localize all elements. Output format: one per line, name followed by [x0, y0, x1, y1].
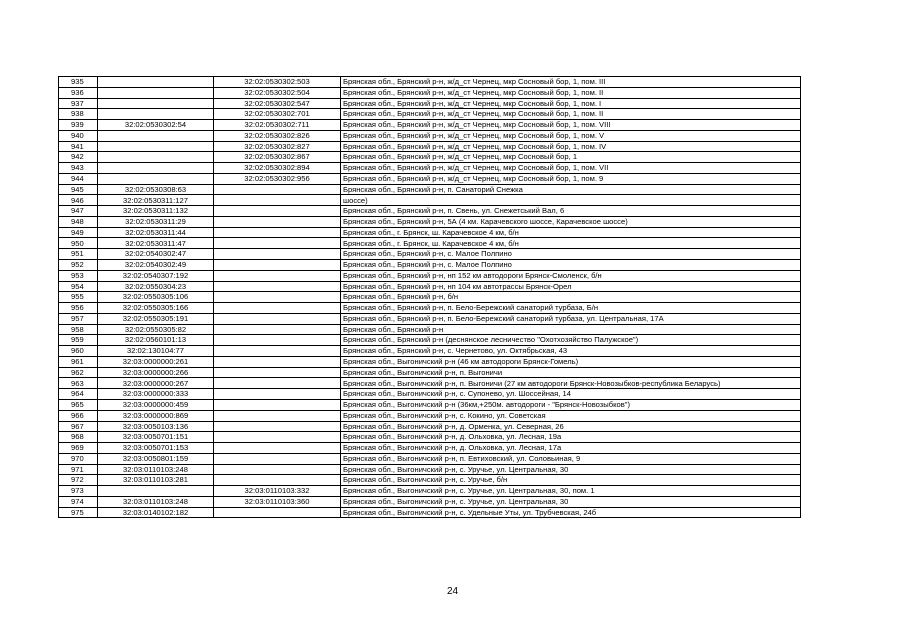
address-cell: Брянская обл., Выгоничский р-н, с. Уручье, ул. Центральная, 30, пом. 1	[341, 486, 801, 497]
row-number-cell: 948	[59, 216, 98, 227]
address-cell: Брянская обл., Выгоничский р-н, с. Кокино, ул. Советская	[341, 410, 801, 421]
row-number-cell: 971	[59, 464, 98, 475]
object-cadastral-number-cell	[214, 475, 341, 486]
object-cadastral-number-cell	[214, 443, 341, 454]
address-cell: Брянская обл., Брянский р-н, ж/д_ст Чернец, мкр Сосновый бор, 1, пом. II	[341, 87, 801, 98]
object-cadastral-number-cell	[214, 464, 341, 475]
parcel-cadastral-number-cell: 32:02:0540302:49	[98, 260, 214, 271]
parcel-cadastral-number-cell: 32:02:0530311:29	[98, 216, 214, 227]
object-cadastral-number-cell: 32:02:0530302:503	[214, 77, 341, 88]
address-cell: Брянская обл., Брянский р-н, ж/д_ст Чернец, мкр Сосновый бор, 1, пом. 9	[341, 173, 801, 184]
table-row	[59, 313, 801, 324]
parcel-cadastral-number-cell: 32:02:0540307:192	[98, 270, 214, 281]
object-cadastral-number-cell: 32:03:0110103:360	[214, 496, 341, 507]
table-row	[59, 378, 801, 389]
parcel-cadastral-number-cell: 32:03:0000000:267	[98, 378, 214, 389]
row-number-cell: 955	[59, 292, 98, 303]
table-row	[59, 270, 801, 281]
table-row	[59, 367, 801, 378]
address-cell: Брянская обл., Брянский р-н, ж/д_ст Чернец, мкр Сосновый бор, 1, пом. III	[341, 77, 801, 88]
row-number-cell: 974	[59, 496, 98, 507]
parcel-cadastral-number-cell: 32:03:0000000:459	[98, 399, 214, 410]
row-number-cell: 961	[59, 356, 98, 367]
table-row	[59, 496, 801, 507]
table-row	[59, 195, 801, 206]
table-row	[59, 303, 801, 314]
row-number-cell: 941	[59, 141, 98, 152]
row-number-cell: 942	[59, 152, 98, 163]
address-cell: Брянская обл., Брянский р-н, п. Бело-Бережский санаторий турбаза, ул. Центральная, 17А	[341, 313, 801, 324]
parcel-cadastral-number-cell: 32:02:0560101:13	[98, 335, 214, 346]
table-row	[59, 324, 801, 335]
object-cadastral-number-cell: 32:02:0530302:956	[214, 173, 341, 184]
address-cell: Брянская обл., Выгоничский р-н (36км,+250м. автодороги - "Брянск-Новозыбков")	[341, 399, 801, 410]
table-row	[59, 281, 801, 292]
row-number-cell: 950	[59, 238, 98, 249]
parcel-cadastral-number-cell: 32:02:0530308:63	[98, 184, 214, 195]
address-cell: шоссе)	[341, 195, 801, 206]
table-row	[59, 184, 801, 195]
parcel-cadastral-number-cell: 32:02:130104:77	[98, 346, 214, 357]
table-row	[59, 98, 801, 109]
object-cadastral-number-cell	[214, 238, 341, 249]
address-cell: Брянская обл., Выгоничский р-н, с. Уручье, ул. Центральная, 30	[341, 464, 801, 475]
row-number-cell: 958	[59, 324, 98, 335]
table-row	[59, 109, 801, 120]
parcel-cadastral-number-cell: 32:03:0000000:266	[98, 367, 214, 378]
object-cadastral-number-cell: 32:02:0530302:547	[214, 98, 341, 109]
address-cell: Брянская обл., г. Брянск, ш. Карачевское 4 км, б/н	[341, 238, 801, 249]
object-cadastral-number-cell	[214, 324, 341, 335]
object-cadastral-number-cell	[214, 335, 341, 346]
parcel-cadastral-number-cell	[98, 152, 214, 163]
row-number-cell: 963	[59, 378, 98, 389]
table-row	[59, 410, 801, 421]
address-cell: Брянская обл., г. Брянск, ш. Карачевское 4 км, б/н	[341, 227, 801, 238]
parcel-cadastral-number-cell: 32:03:0110103:281	[98, 475, 214, 486]
row-number-cell: 947	[59, 206, 98, 217]
table-row	[59, 163, 801, 174]
object-cadastral-number-cell: 32:02:0530302:504	[214, 87, 341, 98]
address-cell: Брянская обл., Брянский р-н, ж/д_ст Чернец, мкр Сосновый бор, 1, пом. II	[341, 109, 801, 120]
table-row	[59, 421, 801, 432]
address-cell: Брянская обл., Выгоничский р-н, д. Орменка, ул. Северная, 26	[341, 421, 801, 432]
parcel-cadastral-number-cell	[98, 98, 214, 109]
table-row	[59, 389, 801, 400]
row-number-cell: 959	[59, 335, 98, 346]
parcel-cadastral-number-cell	[98, 130, 214, 141]
row-number-cell: 952	[59, 260, 98, 271]
parcel-cadastral-number-cell: 32:03:0050103:136	[98, 421, 214, 432]
parcel-cadastral-number-cell: 32:02:0540302:47	[98, 249, 214, 260]
table-row	[59, 356, 801, 367]
table-row	[59, 346, 801, 357]
address-cell: Брянская обл., Выгоничский р-н, с. Супонево, ул. Шоссейная, 14	[341, 389, 801, 400]
property-register-table	[58, 76, 801, 518]
parcel-cadastral-number-cell: 32:02:0530311:132	[98, 206, 214, 217]
parcel-cadastral-number-cell: 32:02:0530311:47	[98, 238, 214, 249]
address-cell: Брянская обл., Выгоничский р-н, с. Уручье, б/н	[341, 475, 801, 486]
address-cell: Брянская обл., Брянский р-н, б/н	[341, 292, 801, 303]
address-cell: Брянская обл., Брянский р-н, нп 104 км автотрассы Брянск-Орел	[341, 281, 801, 292]
address-cell: Брянская обл., Брянский р-н, 5А (4 км. Карачевского шоссе, Карачевское шоссе)	[341, 216, 801, 227]
row-number-cell: 946	[59, 195, 98, 206]
parcel-cadastral-number-cell: 32:03:0050701:151	[98, 432, 214, 443]
parcel-cadastral-number-cell	[98, 163, 214, 174]
object-cadastral-number-cell	[214, 249, 341, 260]
table-row	[59, 87, 801, 98]
parcel-cadastral-number-cell: 32:03:0140102:182	[98, 507, 214, 518]
object-cadastral-number-cell	[214, 313, 341, 324]
address-cell: Брянская обл., Брянский р-н (деснянское лесничество "Охотхозяйство Палужское")	[341, 335, 801, 346]
object-cadastral-number-cell: 32:03:0110103:332	[214, 486, 341, 497]
row-number-cell: 973	[59, 486, 98, 497]
row-number-cell: 967	[59, 421, 98, 432]
row-number-cell: 970	[59, 453, 98, 464]
row-number-cell: 953	[59, 270, 98, 281]
address-cell: Брянская обл., Брянский р-н, п. Санаторий Снежка	[341, 184, 801, 195]
row-number-cell: 975	[59, 507, 98, 518]
table-row	[59, 152, 801, 163]
object-cadastral-number-cell	[214, 367, 341, 378]
parcel-cadastral-number-cell: 32:02:0550305:106	[98, 292, 214, 303]
row-number-cell: 938	[59, 109, 98, 120]
object-cadastral-number-cell	[214, 453, 341, 464]
address-cell: Брянская обл., Брянский р-н, ж/д_ст Чернец, мкр Сосновый бор, 1	[341, 152, 801, 163]
table-row	[59, 486, 801, 497]
parcel-cadastral-number-cell: 32:03:0050801:159	[98, 453, 214, 464]
row-number-cell: 954	[59, 281, 98, 292]
address-cell: Брянская обл., Выгоничский р-н, с. Удельные Уты, ул. Трубчевская, 24б	[341, 507, 801, 518]
page-number: 24	[446, 586, 459, 597]
row-number-cell: 960	[59, 346, 98, 357]
object-cadastral-number-cell: 32:02:0530302:711	[214, 120, 341, 131]
table-row	[59, 464, 801, 475]
row-number-cell: 936	[59, 87, 98, 98]
object-cadastral-number-cell	[214, 356, 341, 367]
row-number-cell: 964	[59, 389, 98, 400]
address-cell: Брянская обл., Брянский р-н, с. Малое Полпино	[341, 260, 801, 271]
parcel-cadastral-number-cell: 32:03:0000000:333	[98, 389, 214, 400]
object-cadastral-number-cell	[214, 270, 341, 281]
address-cell: Брянская обл., Брянский р-н, ж/д_ст Чернец, мкр Сосновый бор, 1, пом. V	[341, 130, 801, 141]
parcel-cadastral-number-cell: 32:02:0530311:44	[98, 227, 214, 238]
row-number-cell: 972	[59, 475, 98, 486]
address-cell: Брянская обл., Выгоничский р-н, п. Евтиховский, ул. Соловьиная, 9	[341, 453, 801, 464]
table-row	[59, 335, 801, 346]
address-cell: Брянская обл., Выгоничский р-н, с. Уручье, ул. Центральная, 30	[341, 496, 801, 507]
parcel-cadastral-number-cell: 32:03:0110103:248	[98, 464, 214, 475]
parcel-cadastral-number-cell: 32:03:0000000:869	[98, 410, 214, 421]
object-cadastral-number-cell	[214, 421, 341, 432]
row-number-cell: 951	[59, 249, 98, 260]
parcel-cadastral-number-cell: 32:02:0550305:191	[98, 313, 214, 324]
table-row	[59, 216, 801, 227]
row-number-cell: 968	[59, 432, 98, 443]
address-cell: Брянская обл., Брянский р-н, с. Малое Полпино	[341, 249, 801, 260]
parcel-cadastral-number-cell: 32:03:0110103:248	[98, 496, 214, 507]
row-number-cell: 937	[59, 98, 98, 109]
parcel-cadastral-number-cell	[98, 87, 214, 98]
table-row	[59, 130, 801, 141]
object-cadastral-number-cell: 32:02:0530302:701	[214, 109, 341, 120]
table-row	[59, 249, 801, 260]
parcel-cadastral-number-cell	[98, 486, 214, 497]
row-number-cell: 956	[59, 303, 98, 314]
object-cadastral-number-cell: 32:02:0530302:827	[214, 141, 341, 152]
table-body	[59, 77, 801, 518]
table-row	[59, 141, 801, 152]
table-row	[59, 453, 801, 464]
row-number-cell: 935	[59, 77, 98, 88]
address-cell: Брянская обл., Брянский р-н, ж/д_ст Чернец, мкр Сосновый бор, 1, пом. IV	[341, 141, 801, 152]
row-number-cell: 965	[59, 399, 98, 410]
address-cell: Брянская обл., Выгоничский р-н, д. Ольховка, ул. Лесная, 17а	[341, 443, 801, 454]
object-cadastral-number-cell	[214, 292, 341, 303]
object-cadastral-number-cell	[214, 216, 341, 227]
parcel-cadastral-number-cell	[98, 173, 214, 184]
row-number-cell: 957	[59, 313, 98, 324]
table-row	[59, 507, 801, 518]
address-cell: Брянская обл., Выгоничский р-н (46 км автодороги Брянск-Гомель)	[341, 356, 801, 367]
row-number-cell: 940	[59, 130, 98, 141]
object-cadastral-number-cell	[214, 260, 341, 271]
address-cell: Брянская обл., Брянский р-н, п. Свень, ул. Снежетський Вал, 6	[341, 206, 801, 217]
parcel-cadastral-number-cell: 32:02:0550304:23	[98, 281, 214, 292]
row-number-cell: 962	[59, 367, 98, 378]
table-row	[59, 475, 801, 486]
object-cadastral-number-cell	[214, 227, 341, 238]
parcel-cadastral-number-cell: 32:02:0530302:54	[98, 120, 214, 131]
address-cell: Брянская обл., Брянский р-н, п. Бело-Бережский санаторий турбаза, Б/н	[341, 303, 801, 314]
address-cell: Брянская обл., Брянский р-н, с. Чернетово, ул. Октябрьская, 43	[341, 346, 801, 357]
table-row	[59, 173, 801, 184]
object-cadastral-number-cell: 32:02:0530302:894	[214, 163, 341, 174]
object-cadastral-number-cell	[214, 184, 341, 195]
object-cadastral-number-cell: 32:02:0530302:826	[214, 130, 341, 141]
address-cell: Брянская обл., Брянский р-н, нп 152 км автодороги Брянск-Смоленск, б/н	[341, 270, 801, 281]
object-cadastral-number-cell	[214, 432, 341, 443]
table-row	[59, 432, 801, 443]
parcel-cadastral-number-cell	[98, 141, 214, 152]
row-number-cell: 949	[59, 227, 98, 238]
parcel-cadastral-number-cell: 32:03:0050701:153	[98, 443, 214, 454]
row-number-cell: 966	[59, 410, 98, 421]
table-row	[59, 443, 801, 454]
object-cadastral-number-cell	[214, 378, 341, 389]
parcel-cadastral-number-cell	[98, 77, 214, 88]
table-row	[59, 120, 801, 131]
address-cell: Брянская обл., Брянский р-н, ж/д_ст Чернец, мкр Сосновый бор, 1, пом. I	[341, 98, 801, 109]
parcel-cadastral-number-cell	[98, 109, 214, 120]
table-row	[59, 206, 801, 217]
object-cadastral-number-cell	[214, 303, 341, 314]
object-cadastral-number-cell: 32:02:0530302:867	[214, 152, 341, 163]
table-row	[59, 260, 801, 271]
address-cell: Брянская обл., Брянский р-н, ж/д_ст Чернец, мкр Сосновый бор, 1, пом. VII	[341, 163, 801, 174]
object-cadastral-number-cell	[214, 195, 341, 206]
parcel-cadastral-number-cell: 32:02:0550305:166	[98, 303, 214, 314]
object-cadastral-number-cell	[214, 507, 341, 518]
table-row	[59, 399, 801, 410]
table-row	[59, 292, 801, 303]
table-row	[59, 227, 801, 238]
address-cell: Брянская обл., Брянский р-н	[341, 324, 801, 335]
address-cell: Брянская обл., Выгоничский р-н, п. Выгоничи (27 км автодороги Брянск-Новозыбков-республика Беларусь)	[341, 378, 801, 389]
object-cadastral-number-cell	[214, 206, 341, 217]
object-cadastral-number-cell	[214, 389, 341, 400]
row-number-cell: 944	[59, 173, 98, 184]
row-number-cell: 945	[59, 184, 98, 195]
parcel-cadastral-number-cell: 32:02:0550305:82	[98, 324, 214, 335]
object-cadastral-number-cell	[214, 281, 341, 292]
object-cadastral-number-cell	[214, 399, 341, 410]
table-row	[59, 238, 801, 249]
row-number-cell: 939	[59, 120, 98, 131]
parcel-cadastral-number-cell: 32:03:0000000:261	[98, 356, 214, 367]
address-cell: Брянская обл., Брянский р-н, ж/д_ст Чернец, мкр Сосновый бор, 1, пом. VIII	[341, 120, 801, 131]
object-cadastral-number-cell	[214, 346, 341, 357]
row-number-cell: 943	[59, 163, 98, 174]
parcel-cadastral-number-cell: 32:02:0530311:127	[98, 195, 214, 206]
object-cadastral-number-cell	[214, 410, 341, 421]
table-row	[59, 77, 801, 88]
row-number-cell: 969	[59, 443, 98, 454]
address-cell: Брянская обл., Выгоничский р-н, п. Выгоничи	[341, 367, 801, 378]
address-cell: Брянская обл., Выгоничский р-н, д. Ольховка, ул. Лесная, 19а	[341, 432, 801, 443]
